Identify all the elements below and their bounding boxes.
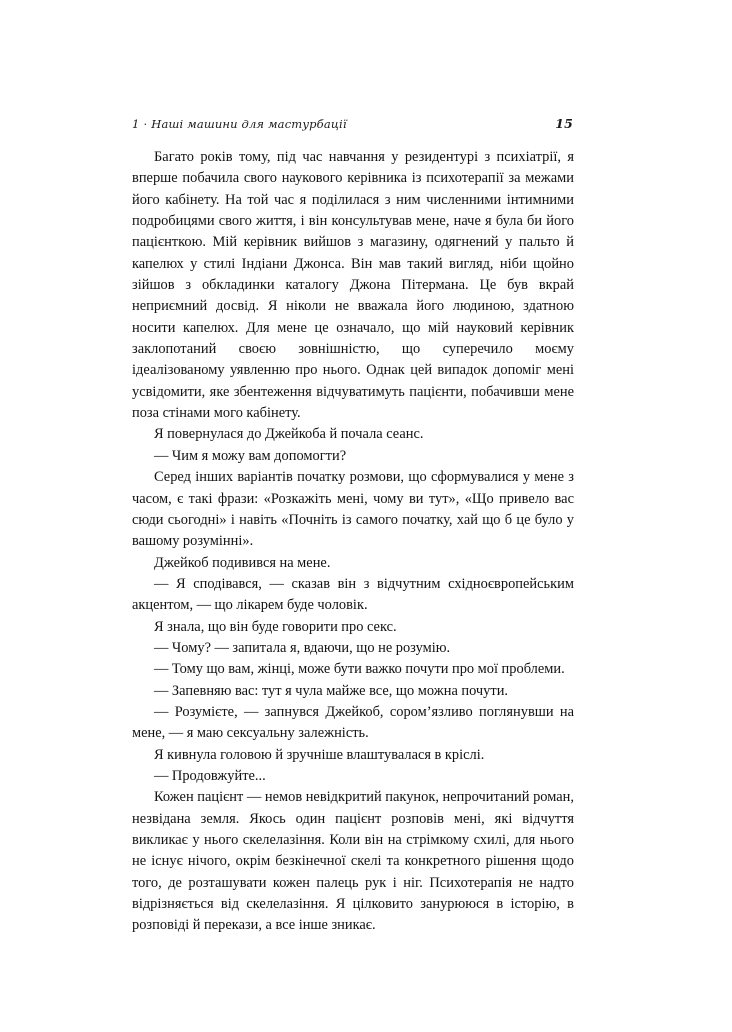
running-head [132, 116, 573, 136]
paragraph: — Запевняю вас: тут я чула майже все, що можна почути. [154, 682, 509, 699]
paragraph: — Я сподівався, — сказав він з відчутним східноєвропейським акцентом, — що лікарем буде чоловік. [132, 575, 574, 614]
chapter-number: 1 [132, 117, 140, 131]
paragraph: Серед інших варіантів початку розмови, що сформувалися у мене з часом, є такі фрази: «Розкажіть мені, чому ви тут», «Що привело вас сюди сьогодні» і навіть «Почніть із самого початку, хай що б це було у вашому розумінні». [132, 469, 574, 550]
running-head-separator: · [143, 117, 148, 131]
paragraph: Я повернулася до Джейкоба й почала сеанс. [154, 426, 424, 443]
paragraph: Я кивнула головою й зручніше влаштувалася в кріслі. [154, 746, 485, 763]
paragraph: Джейкоб подивився на мене. [154, 554, 331, 571]
paragraph: — Чим я можу вам допомогти? [154, 447, 347, 464]
page-number: 15 [555, 116, 573, 131]
paragraph: — Продовжуйте... [154, 767, 266, 784]
paragraph: — Чому? — запитала я, вдаючи, що не розумію. [154, 639, 451, 656]
paragraph: — Розумієте, — запнувся Джейкоб, сором’язливо поглянувши на мене, — я маю сексуальну залежність. [132, 703, 574, 742]
paragraph: Я знала, що він буде говорити про секс. [154, 618, 397, 635]
running-head-left [132, 117, 347, 131]
paragraph: Багато років тому, під час навчання у резидентурі з психіатрії, я вперше побачила свого наукового керівника із психотерапії за межами його кабінету. На той час я поділилася з ним численними інтимними подробицями свого життя, і він консультував мене, наче я була би його пацієнткою. Мій керівник вийшов з магазину, одягнений у пальто й капелюх у стилі Індіани Джонса. Він мав такий вигляд, ніби щойно зійшов з обкладинки каталогу Джона Пітермана. Це був вкрай неприємний досвід. Я ніколи не вважала його людиною, здатною носити капелюх. Для мене це означало, що мій науковий керівник заклопотаний своєю зовнішністю, що суперечило моєму ідеалізованому уявленню про нього. Однак цей випадок допоміг мені усвідомити, яке збентеження відчуватимуть пацієнти, побачивши мене поза стінами мого кабінету. [132, 149, 574, 422]
paragraph: — Тому що вам, жінці, може бути важко почути про мої проблеми. [154, 661, 565, 678]
chapter-title: Наші машини для мастурбації [151, 117, 347, 131]
paragraph: Кожен пацієнт — немов невідкритий пакунок, непрочитаний роман, незвідана земля. Якось один пацієнт розповів мені, які відчуття викликає у нього скелелазіння. Коли він на стрімкому схилі, для нього не існує нічого, окрім безкінечної скелі та конкретного рішення щодо того, де розташувати кожен палець рук і ніг. Психотерапія не надто відрізняється від скелелазіння. Я цілковито занурююся в історію, в розповіді й перекази, а все інше зникає. [132, 789, 574, 934]
body-text-block [132, 147, 574, 937]
